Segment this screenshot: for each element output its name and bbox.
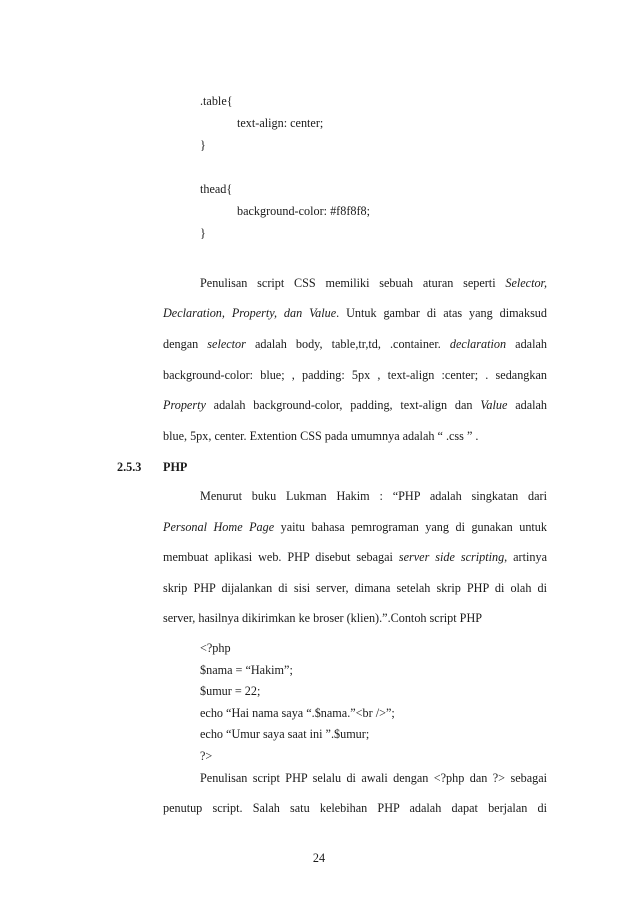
css-code-line: } — [200, 226, 206, 240]
section-number: 2.5.3 — [117, 460, 142, 474]
css-code-line: } — [200, 138, 206, 152]
paragraph-line: dengan selector adalah body, table,tr,td, .container. declaration adalah — [163, 337, 547, 351]
page-number: 24 — [312, 851, 326, 865]
paragraph-line: Penulisan script PHP selalu di awali dengan <?php dan ?> sebagai — [200, 771, 547, 785]
paragraph-line: server, hasilnya dikirimkan ke broser (klien).”.Contoh script PHP — [163, 611, 483, 625]
css-code-line: .table{ — [200, 94, 233, 108]
paragraph-line: Penulisan script CSS memiliki sebuah aturan seperti Selector, — [200, 276, 547, 290]
paragraph-line: penutup script. Salah satu kelebihan PHP adalah dapat berjalan di — [163, 801, 547, 815]
section-title: PHP — [163, 460, 188, 474]
css-code-line: text-align: center; — [237, 116, 324, 130]
paragraph-line: skrip PHP dijalankan di sisi server, dimana setelah skrip PHP di olah di — [163, 581, 547, 595]
css-code-line: thead{ — [200, 182, 233, 196]
paragraph-line: blue, 5px, center. Extention CSS pada umumnya adalah “ .css ” . — [163, 429, 479, 443]
paragraph-line: Property adalah background-color, padding, text-align dan Value adalah — [163, 398, 547, 412]
php-code-line: $nama = “Hakim”; — [200, 663, 293, 677]
php-code-line: echo “Hai nama saya “.$nama.”<br />”; — [200, 706, 395, 720]
php-code-line: $umur = 22; — [200, 684, 261, 698]
php-code-line: <?php — [200, 641, 231, 655]
paragraph-line: membuat aplikasi web. PHP disebut sebagai server side scripting, artinya — [163, 550, 547, 564]
css-code-line: background-color: #f8f8f8; — [237, 204, 371, 218]
paragraph-line: background-color: blue; , padding: 5px , text-align :center; . sedangkan — [163, 368, 547, 382]
php-code-line: ?> — [200, 749, 213, 763]
php-code-line: echo “Umur saya saat ini ”.$umur; — [200, 727, 370, 741]
paragraph-line: Declaration, Property, dan Value. Untuk gambar di atas yang dimaksud — [163, 306, 547, 320]
paragraph-line: Personal Home Page yaitu bahasa pemrograman yang di gunakan untuk — [163, 520, 547, 534]
paragraph-line: Menurut buku Lukman Hakim : “PHP adalah singkatan dari — [200, 489, 547, 503]
